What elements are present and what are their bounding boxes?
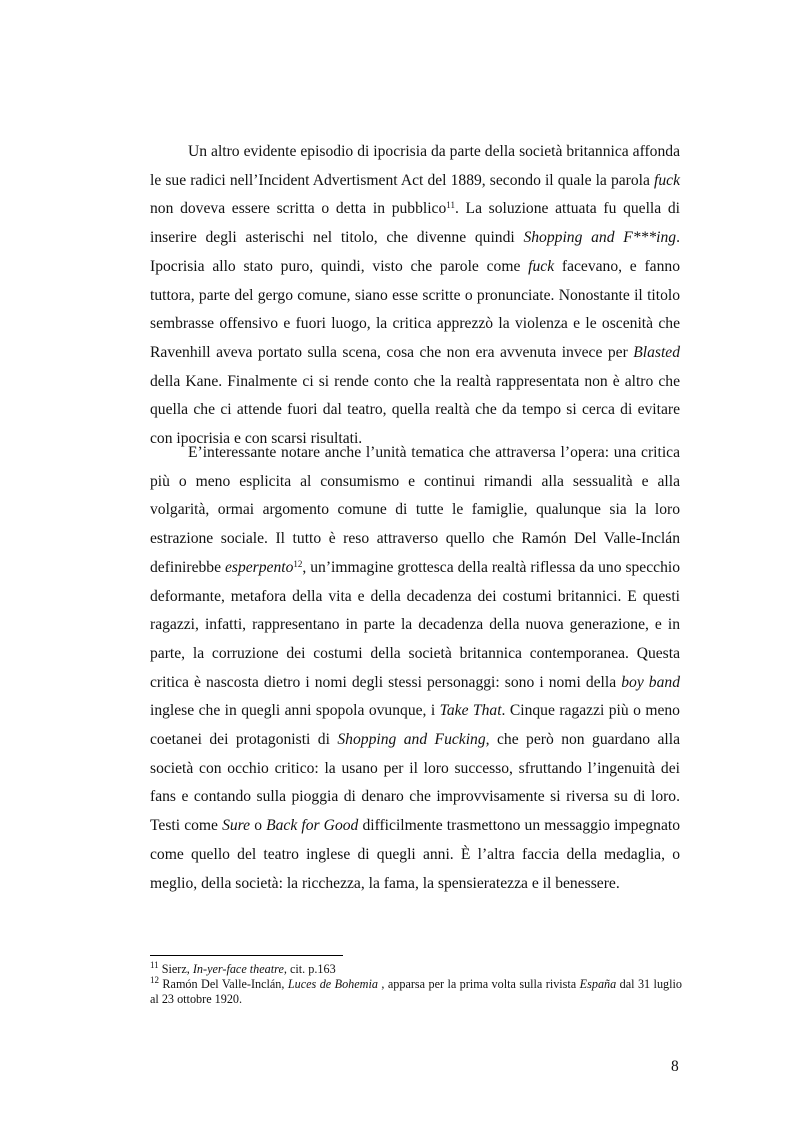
play-title-blasted: Blasted — [633, 343, 680, 361]
footnote-separator — [150, 955, 343, 956]
p2-text-1: E’interessante notare anche l’unità tematica che attraversa l’opera: una critica più o meno esplicita al consumismo e continui rimandi alla sessualità e alla volgarità, ormai argomento comune di tutte le famiglie, qualunque sia la loro estrazione sociale. Il tutto è reso attraverso quello che Ramón Del Valle-Inclán definirebbe — [150, 444, 680, 576]
footnote-12-text-2: , apparsa per la prima volta sulla rivista — [377, 976, 580, 991]
footnote-11-text-1: Sierz, — [158, 962, 193, 976]
footnote-12-text-3: dal 31 luglio al 23 ottobre 1920. — [150, 976, 682, 1006]
footnote-ref-12[interactable]: 12 — [293, 558, 303, 569]
word-fuck-italic: fuck — [654, 171, 680, 189]
p1-text-3: . La soluzione attuata fu quella di inserire degli asterischi nel titolo, che divenne quindi — [150, 200, 680, 247]
p1-text-1: Un altro evidente episodio di ipocrisia da parte della società britannica affonda le sue radici nell’Incident Advertisment Act del 1889, secondo il quale la parola — [150, 143, 680, 189]
p1-text-6: della Kane. Finalmente ci si rende conto che la realtà rappresentata non è altro che quella che ci attende fuori dal teatro, quella realtà che da tempo si cerca di evitare con ipocrisia e con scarsi risultati. — [150, 372, 680, 448]
footnote-12-text-1: Ramón Del Valle-Inclán, — [159, 976, 288, 991]
p1-text-5: facevano, e fanno tuttora, parte del gergo comune, siano esse scritte o pronunciate. Nonostante il titolo sembrasse offensivo e fuori luogo, la critica apprezzò la violenza e le oscenità che Ravenhill aveva portato sulla scena, cosa che non era avvenuta invece per — [150, 257, 680, 361]
band-take-that: Take That — [439, 702, 502, 720]
p1-text-2: non doveva essere scritta o detta in pubblico — [150, 200, 447, 218]
paragraph-1 — [150, 138, 680, 454]
p2-text-6: o — [250, 817, 267, 835]
footnote-12-title: Luces de Bohemia — [287, 976, 378, 991]
footnotes — [150, 962, 682, 1006]
p2-text-7: difficilmente trasmettono un messaggio impegnato come quello del teatro inglese di quegli anni. È l’altra faccia della medaglia, o meglio, della società: la ricchezza, la fama, la spensieratezza e il benessere. — [150, 817, 681, 892]
term-boy-band: boy band — [621, 673, 680, 691]
footnote-12-journal: España — [579, 976, 617, 991]
paragraph-2 — [150, 439, 680, 898]
page-number: 8 — [671, 1058, 679, 1075]
footnote-11-text-2: cit. p.163 — [286, 962, 336, 976]
footnote-12-number: 12 — [150, 974, 159, 985]
footnote-11-number: 11 — [150, 960, 159, 970]
song-title-sure: Sure — [222, 817, 251, 835]
p1-text-4: . Ipocrisia allo stato puro, quindi, visto che parole come — [150, 229, 680, 275]
play-title-shopping-and-fucking: Shopping and Fucking, — [337, 731, 490, 749]
song-title-back-for-good: Back for Good — [266, 817, 359, 835]
p2-text-5: che però non guardano alla società con occhio critico: la usano per il loro successo, sfruttando l’ingenuità dei fans e contando sulla pioggia di denaro che improvvisamente si riversa su di loro. Testi come — [150, 731, 680, 835]
footnote-ref-11[interactable]: 11 — [446, 200, 455, 211]
p2-text-3: inglese che in quegli anni spopola ovunque, i — [150, 702, 440, 720]
footnote-11-title: In-yer-face theatre, — [192, 962, 287, 976]
p2-text-2: , un’immagine grottesca della realtà riflessa da uno specchio deformante, metafora della vita e della decadenza dei costumi britannici. E questi ragazzi, infatti, rappresentano in parte la decadenza della nuova generazione, e in parte, la corruzione dei costumi della società britannica contemporanea. Questa critica è nascosta dietro i nomi degli stessi personaggi: sono i nomi della — [150, 558, 680, 691]
footnote-11 — [150, 962, 682, 977]
p2-text-4: . Cinque ragazzi più o meno coetanei dei protagonisti di — [150, 702, 680, 749]
footnote-12 — [150, 974, 682, 1007]
term-esperpento: esperpento — [224, 558, 294, 576]
word-fuck-italic-2: fuck — [528, 257, 555, 275]
play-title-censored: Shopping and F***ing — [523, 229, 677, 247]
